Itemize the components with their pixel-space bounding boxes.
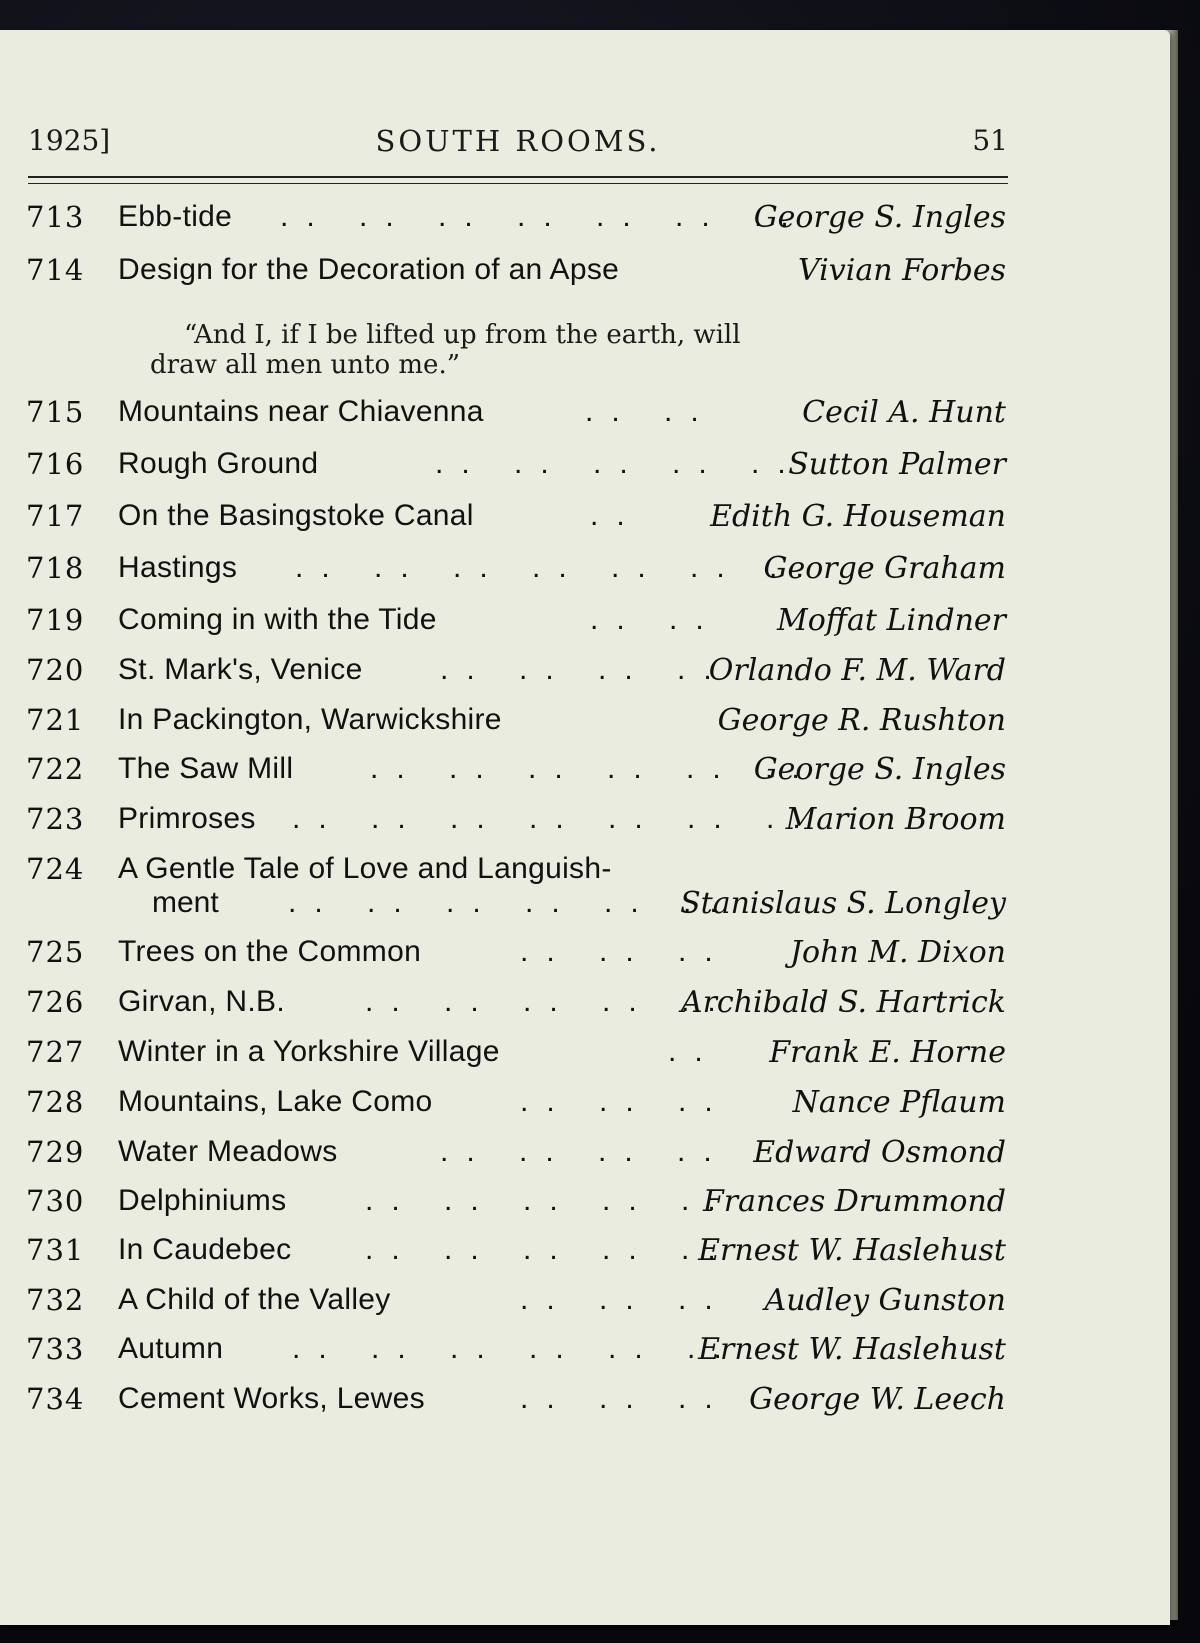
entry-title: Cement Works, Lewes [118, 1382, 425, 1415]
entry-artist: George W. Leech [749, 1382, 1006, 1417]
entry-title: On the Basingstoke Canal [118, 499, 474, 532]
entry-number: 729 [26, 1135, 85, 1169]
catalogue-entry [0, 1135, 1020, 1179]
page-number: 51 [972, 124, 1008, 157]
catalogue-entry [0, 653, 1020, 697]
entry-artist: George R. Rushton [717, 703, 1006, 738]
entry-artist: Cecil A. Hunt [802, 395, 1006, 430]
catalogue-entry [0, 499, 1020, 543]
leader-dots: .. .. .. .. .. .. .. [292, 802, 819, 835]
entry-title: Primroses [118, 802, 256, 835]
entry-artist: Vivian Forbes [798, 253, 1006, 288]
entry-title: In Packington, Warwickshire [118, 703, 502, 736]
leader-dots: .. .. .. .. .. .. [292, 1332, 740, 1365]
leader-dots: .. .. .. .. .. .. [288, 886, 736, 919]
entry-title: Trees on the Common [118, 935, 422, 968]
catalogue-entry [0, 551, 1020, 595]
entry-title: Hastings [118, 551, 238, 584]
catalogue-entry [0, 1184, 1020, 1228]
entry-number: 722 [26, 752, 85, 786]
leader-dots: .. .. .. .. .. .. .. [295, 551, 822, 584]
entry-title: Mountains, Lake Como [118, 1085, 433, 1118]
running-head-year: 1925] [28, 124, 111, 157]
catalogue-entry [0, 703, 1020, 747]
entry-artist: George S. Ingles [753, 752, 1006, 787]
entry-number: 730 [26, 1184, 85, 1218]
catalogue-entry [0, 802, 1020, 846]
catalogue-entry [0, 1233, 1020, 1277]
leader-dots: .. .. .. [520, 1382, 731, 1415]
catalogue-entry-continuation [0, 886, 1020, 930]
entry-number: 733 [26, 1332, 85, 1366]
entry-number: 715 [26, 395, 85, 429]
quotation-line: draw all men unto me.” [150, 350, 460, 380]
entry-artist: Moffat Lindner [777, 603, 1006, 638]
entry-title: Design for the Decoration of an Apse [118, 253, 620, 286]
entry-quotation [150, 320, 910, 380]
catalogue-entry [0, 935, 1020, 979]
leader-dots: .. [668, 1035, 721, 1068]
entry-artist: Edward Osmond [753, 1135, 1006, 1170]
leader-dots: .. .. .. .. .. [435, 447, 804, 480]
catalogue-entry [0, 1035, 1020, 1079]
entry-title: Delphiniums [118, 1184, 287, 1217]
leader-dots: .. .. .. [520, 1283, 731, 1316]
entry-artist: Archibald S. Hartrick [680, 985, 1006, 1020]
entry-artist: Ernest W. Haslehust [698, 1233, 1006, 1268]
entry-number: 723 [26, 802, 85, 836]
catalogue-entry [0, 1085, 1020, 1129]
entry-title: Ebb-tide [118, 200, 233, 233]
entry-number: 720 [26, 653, 85, 687]
catalogue-entry [0, 752, 1020, 796]
entry-number: 725 [26, 935, 85, 969]
entry-number: 713 [26, 200, 85, 234]
quotation-line: “And I, if I be lifted up from the earth, will [184, 320, 741, 350]
entry-artist: Frank E. Horne [769, 1035, 1006, 1070]
entry-number: 731 [26, 1233, 85, 1267]
catalogue-entry [0, 200, 1020, 244]
catalogue-entry [0, 603, 1020, 647]
entry-artist: Frances Drummond [702, 1184, 1006, 1219]
entry-number: 726 [26, 985, 85, 1019]
entry-artist: Sutton Palmer [788, 447, 1006, 482]
entry-number: 734 [26, 1382, 85, 1416]
entry-title: Rough Ground [118, 447, 319, 480]
entry-number: 716 [26, 447, 85, 481]
catalogue-entry [0, 253, 1020, 297]
entry-artist: George Graham [763, 551, 1006, 586]
leader-dots: .. .. [585, 395, 717, 428]
leader-dots: .. .. .. .. [440, 1135, 730, 1168]
entry-number: 732 [26, 1283, 85, 1317]
entry-number: 727 [26, 1035, 85, 1069]
entry-title: In Caudebec [118, 1233, 292, 1266]
entry-title-continuation: ment [152, 886, 219, 919]
entry-artist: Audley Gunston [764, 1283, 1006, 1318]
entry-number: 718 [26, 551, 85, 585]
catalogue-entry [0, 1283, 1020, 1327]
catalogue-entry [0, 1332, 1020, 1376]
entry-artist: John M. Dixon [789, 935, 1006, 970]
entry-number: 717 [26, 499, 85, 533]
entry-title: A Child of the Valley [118, 1283, 391, 1316]
entry-title: A Gentle Tale of Love and Languish- [118, 852, 612, 885]
entry-number: 728 [26, 1085, 85, 1119]
leader-dots: .. .. .. [520, 935, 731, 968]
leader-dots: .. .. .. .. .. [365, 985, 734, 1018]
leader-dots: .. .. .. .. .. .. [370, 752, 818, 785]
running-head-section: SOUTH ROOMS. [375, 124, 661, 158]
entry-artist: Edith G. Houseman [710, 499, 1006, 534]
entry-artist: Ernest W. Haslehust [698, 1332, 1006, 1367]
entry-artist: George S. Ingles [753, 200, 1006, 235]
entry-number: 714 [26, 253, 85, 287]
leader-dots: .. .. .. .. .. .. .. [280, 200, 807, 233]
leader-dots: .. .. .. .. .. [365, 1184, 734, 1217]
catalogue-entry [0, 985, 1020, 1029]
entry-artist: Stanislaus S. Longley [680, 886, 1006, 921]
entry-number: 719 [26, 603, 85, 637]
entry-title: Winter in a Yorkshire Village [118, 1035, 500, 1068]
leader-dots: .. [590, 499, 643, 532]
catalogue-entry [0, 1382, 1020, 1426]
entry-artist: Nance Pflaum [792, 1085, 1006, 1120]
entry-title: St. Mark's, Venice [118, 653, 363, 686]
leader-dots: .. .. [590, 603, 722, 636]
entry-title: Autumn [118, 1332, 224, 1365]
entry-number: 724 [26, 852, 85, 886]
catalogue-entry [0, 447, 1020, 491]
leader-dots: .. .. .. .. .. [365, 1233, 734, 1266]
leader-dots: .. .. .. [520, 1085, 731, 1118]
leader-dots: .. .. .. .. [440, 653, 730, 686]
entry-artist: Marion Broom [785, 802, 1006, 837]
entry-title: Water Meadows [118, 1135, 338, 1168]
catalogue-entry [0, 395, 1020, 439]
entry-title: Coming in with the Tide [118, 603, 437, 636]
entry-title: Girvan, N.B. [118, 985, 285, 1018]
entry-artist: Orlando F. M. Ward [708, 653, 1006, 688]
entry-title: The Saw Mill [118, 752, 294, 785]
entry-title: Mountains near Chiavenna [118, 395, 484, 428]
entry-number: 721 [26, 703, 85, 737]
